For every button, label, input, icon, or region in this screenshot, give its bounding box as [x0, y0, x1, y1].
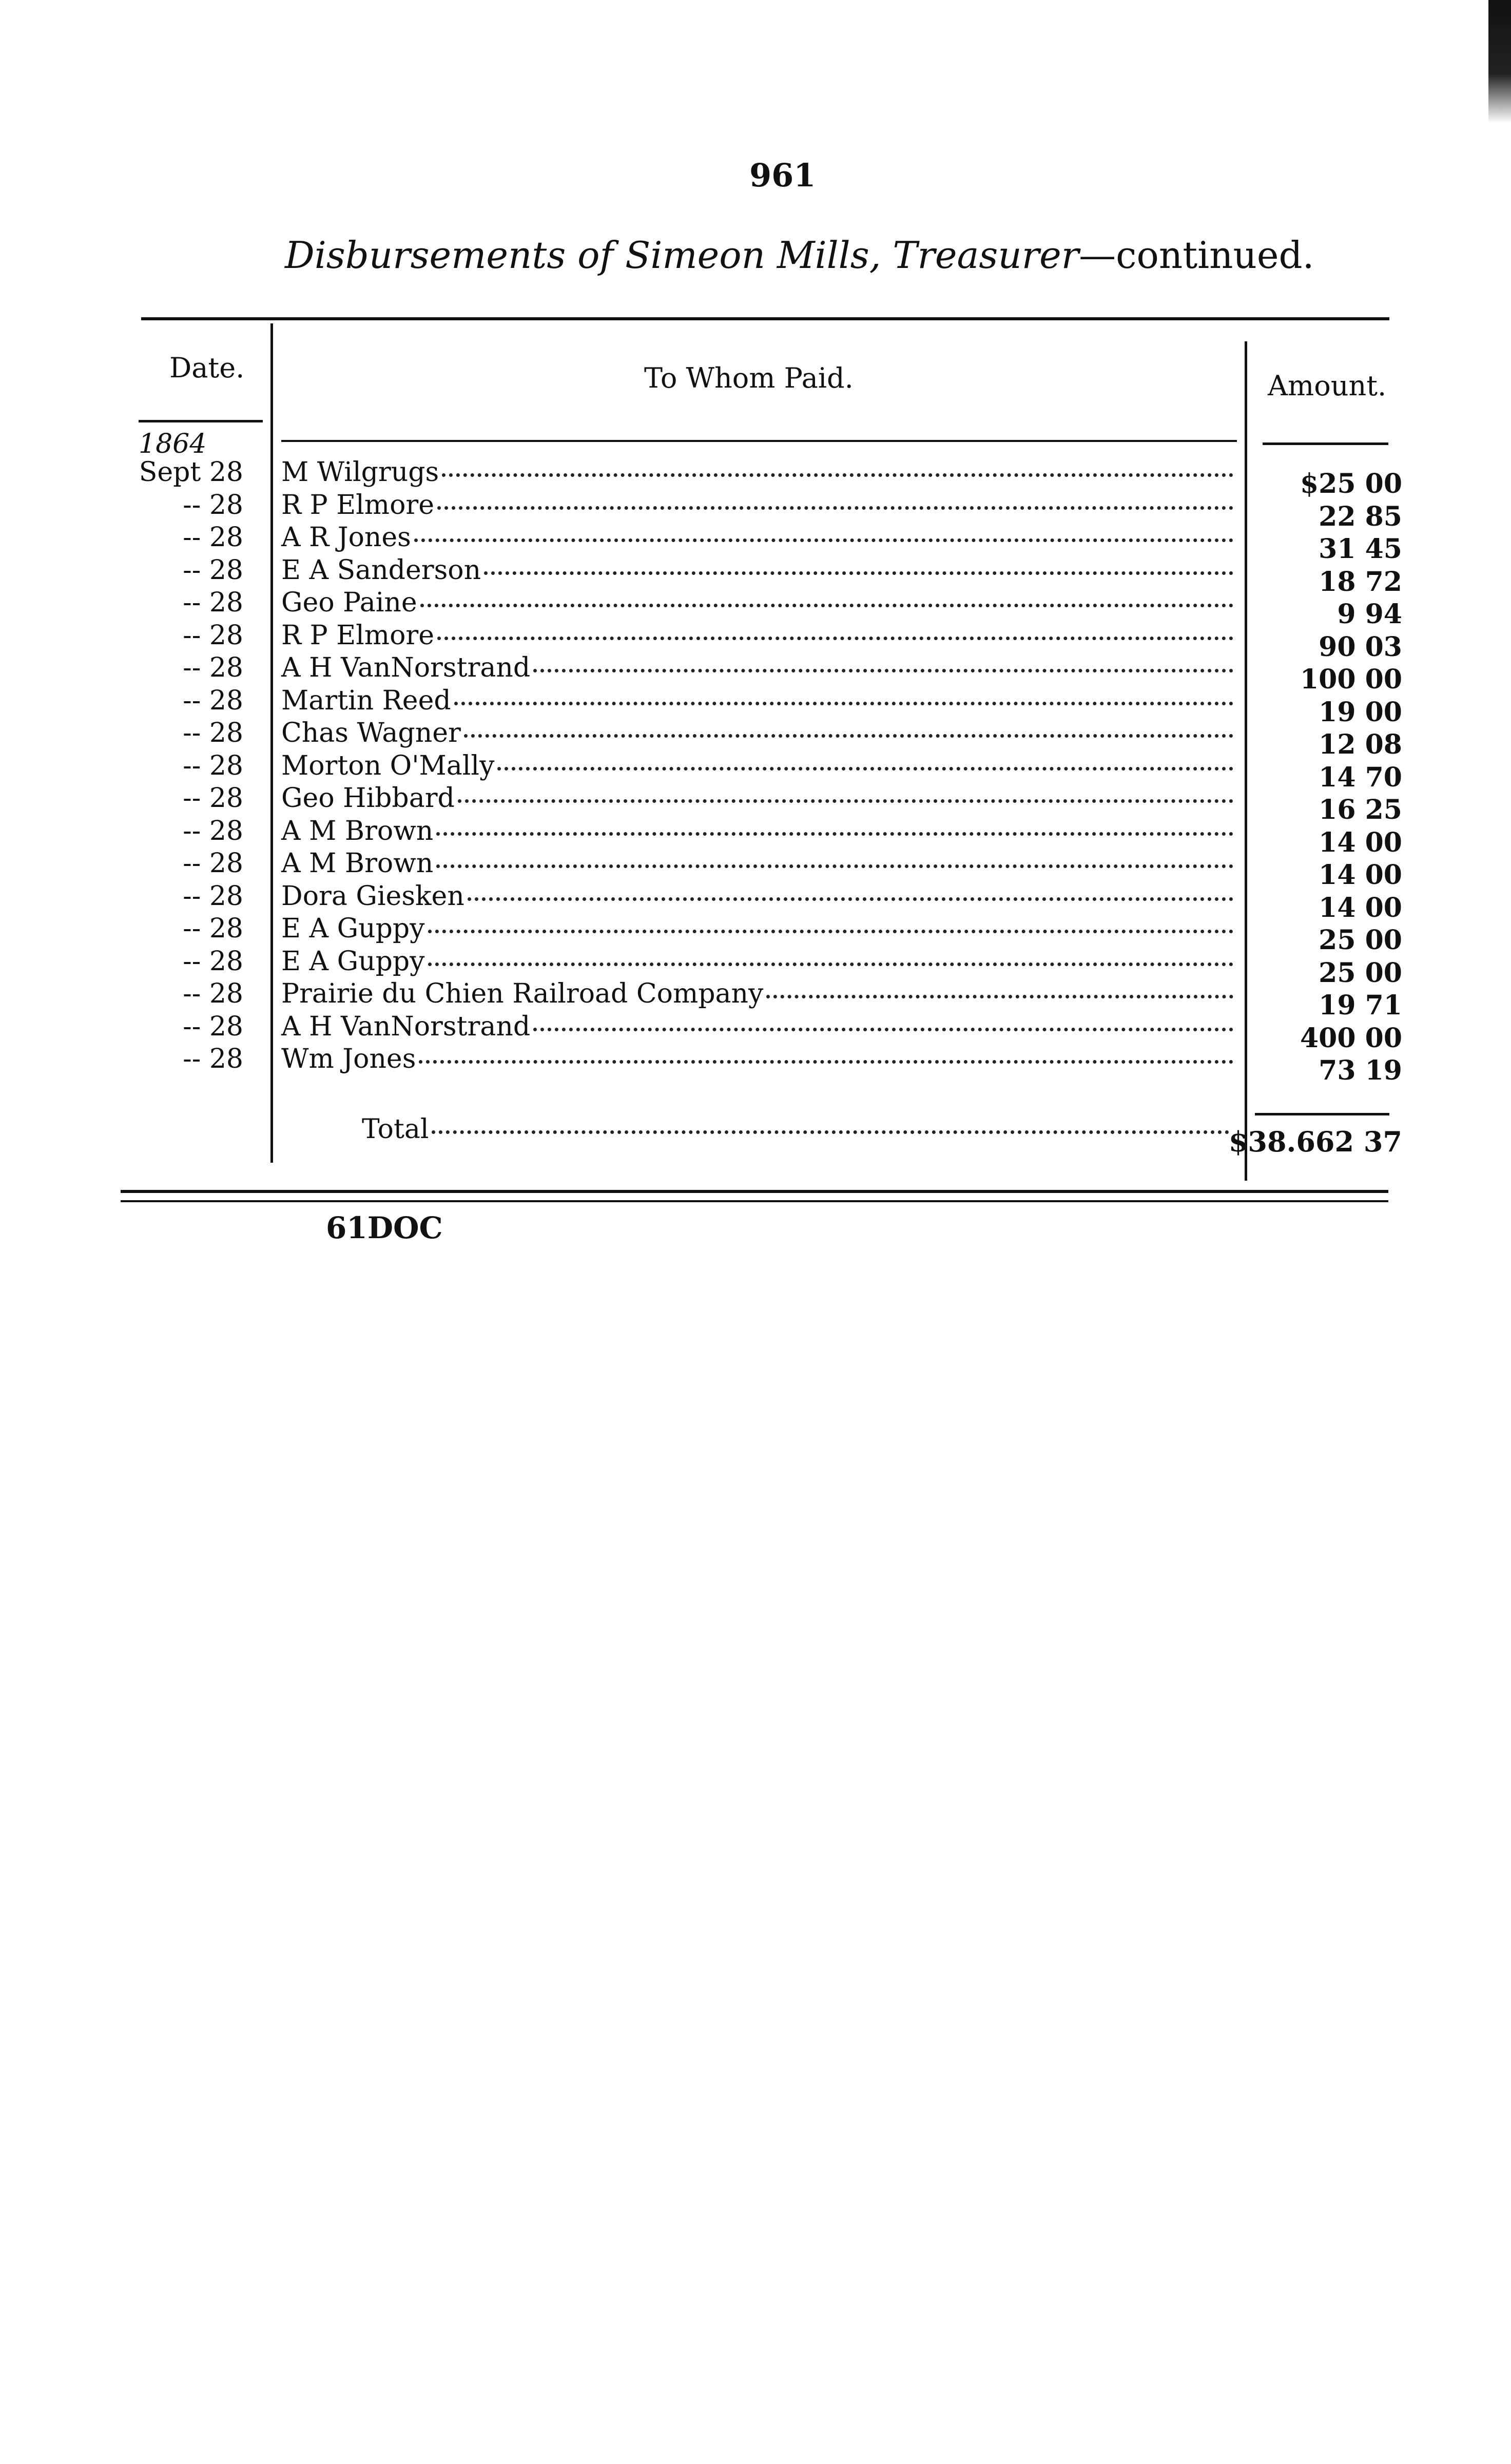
row-payee-cell: [281, 555, 1233, 586]
row-payee: Geo Hibbard: [281, 783, 455, 814]
row-payee: Prairie du Chien Railroad Company: [281, 978, 764, 1009]
table-row: [0, 1011, 1511, 1054]
row-payee: Wm Jones: [281, 1044, 416, 1074]
heading-title: Disbursements of Simeon Mills, Treasurer: [285, 234, 1079, 277]
table-row: [0, 620, 1511, 663]
leader-dots: [468, 897, 1233, 901]
row-payee-cell: [281, 1044, 1233, 1074]
year-label: 1864: [139, 429, 207, 459]
row-amount: 31 45: [1319, 533, 1402, 565]
table-row: [0, 685, 1511, 728]
row-date: -- 28: [183, 620, 243, 651]
row-date: -- 28: [183, 522, 243, 553]
leader-dots: [436, 864, 1233, 868]
table-bottom-rule-upper: [121, 1190, 1388, 1193]
row-payee-cell: [281, 620, 1233, 651]
row-date: -- 28: [183, 554, 243, 586]
row-amount: 14 00: [1319, 892, 1402, 923]
row-amount: 100 00: [1300, 664, 1402, 695]
row-amount: 400 00: [1300, 1022, 1402, 1054]
date-column-header: Date.: [169, 352, 245, 384]
table-row: [0, 880, 1511, 923]
table-row: [0, 1044, 1511, 1086]
row-payee: A M Brown: [281, 848, 434, 879]
row-payee-cell: [281, 685, 1233, 716]
row-amount: 12 08: [1319, 729, 1402, 760]
payee-header-rule: [281, 440, 1237, 442]
leader-dots: [533, 1028, 1233, 1031]
row-date: -- 28: [183, 685, 243, 716]
page-edge-shadow: [1488, 0, 1511, 123]
row-amount: 18 72: [1319, 566, 1402, 598]
row-payee: Morton O'Mally: [281, 750, 495, 781]
row-amount: 19 71: [1319, 990, 1402, 1021]
leader-dots: [420, 604, 1233, 607]
row-payee: E A Guppy: [281, 913, 425, 944]
total-amount: $38.662 37: [1228, 1125, 1402, 1158]
leader-dots: [766, 995, 1233, 998]
row-payee: E A Sanderson: [281, 554, 481, 586]
row-date: -- 28: [183, 587, 243, 618]
leader-dots: [432, 1130, 1229, 1134]
row-payee: Martin Reed: [281, 685, 451, 716]
total-row: [0, 1114, 1511, 1158]
row-date: -- 28: [183, 783, 243, 814]
table-row: [0, 652, 1511, 695]
row-date: -- 28: [183, 1044, 243, 1074]
row-date: -- 28: [183, 913, 243, 944]
amount-column-header: Amount.: [1268, 370, 1387, 402]
row-amount: 16 25: [1319, 794, 1402, 825]
payee-column-header: To Whom Paid.: [644, 362, 854, 394]
row-amount: 25 00: [1319, 957, 1402, 989]
table-row: [0, 522, 1511, 565]
row-payee-cell: [281, 457, 1233, 488]
row-amount: 19 00: [1319, 696, 1402, 728]
row-payee: M Wilgrugs: [281, 457, 439, 488]
row-payee: A H VanNorstrand: [281, 1011, 531, 1042]
table-row: [0, 587, 1511, 630]
row-payee: E A Guppy: [281, 946, 425, 977]
table-row: [0, 815, 1511, 858]
table-row: [0, 718, 1511, 760]
table-row: [0, 457, 1511, 499]
row-payee-cell: [281, 1011, 1233, 1042]
total-label: Total: [362, 1114, 429, 1145]
row-amount: 14 00: [1319, 826, 1402, 858]
leader-dots: [428, 962, 1233, 966]
row-payee-cell: [281, 913, 1233, 944]
amount-header-rule: [1263, 442, 1388, 445]
row-amount: 9 94: [1337, 599, 1402, 630]
row-payee-cell: [281, 522, 1233, 553]
row-payee-cell: [281, 848, 1233, 879]
page-heading: [285, 234, 1314, 277]
row-date: -- 28: [183, 1011, 243, 1042]
leader-dots: [437, 637, 1233, 640]
table-row: [0, 913, 1511, 956]
leader-dots: [454, 702, 1233, 705]
row-date: -- 28: [183, 848, 243, 879]
leader-dots: [458, 799, 1233, 803]
heading-continued: —continued.: [1079, 234, 1314, 277]
row-amount: 90 03: [1319, 631, 1402, 663]
table-bottom-rule-lower: [121, 1200, 1388, 1202]
leader-dots: [484, 571, 1233, 575]
signature-mark: 61DOC: [326, 1210, 443, 1245]
row-payee: Geo Paine: [281, 587, 417, 618]
row-amount: 14 70: [1319, 761, 1402, 793]
table-row: [0, 978, 1511, 1021]
table-row: [0, 750, 1511, 793]
row-payee-cell: [281, 783, 1233, 814]
row-date: -- 28: [183, 652, 243, 683]
total-label-cell: [362, 1114, 1229, 1145]
row-payee: R P Elmore: [281, 620, 435, 651]
row-payee-cell: [281, 490, 1233, 521]
row-payee: R P Elmore: [281, 489, 435, 521]
leader-dots: [533, 669, 1233, 672]
row-payee-cell: [281, 652, 1233, 683]
row-amount: 25 00: [1319, 925, 1402, 956]
leader-dots: [436, 832, 1233, 836]
row-amount: 73 19: [1319, 1055, 1402, 1086]
leader-dots: [464, 734, 1233, 738]
row-amount: 14 00: [1319, 859, 1402, 891]
row-payee-cell: [281, 750, 1233, 781]
table-row: [0, 848, 1511, 891]
leader-dots: [442, 473, 1233, 477]
row-payee-cell: [281, 718, 1233, 748]
row-payee: Dora Giesken: [281, 880, 464, 912]
row-payee-cell: [281, 816, 1233, 846]
leader-dots: [414, 538, 1233, 542]
row-date: -- 28: [183, 718, 243, 748]
row-date: Sept 28: [139, 457, 243, 488]
page-number: 961: [749, 157, 816, 194]
row-date: -- 28: [183, 489, 243, 521]
row-payee: A H VanNorstrand: [281, 652, 531, 683]
leader-dots: [428, 930, 1233, 933]
table-row: [0, 554, 1511, 598]
table-row: [0, 783, 1511, 825]
leader-dots: [497, 767, 1233, 771]
row-amount: $25 00: [1300, 468, 1402, 499]
row-date: -- 28: [183, 880, 243, 912]
year-underline: [139, 420, 263, 422]
leader-dots: [419, 1060, 1233, 1064]
row-payee-cell: [281, 978, 1233, 1009]
leader-dots: [437, 506, 1233, 510]
row-payee: A M Brown: [281, 815, 434, 846]
row-amount: 22 85: [1319, 500, 1402, 532]
table-top-rule: [141, 317, 1389, 320]
row-payee-cell: [281, 946, 1233, 977]
row-payee: Chas Wagner: [281, 718, 461, 748]
row-payee: A R Jones: [281, 522, 411, 553]
row-payee-cell: [281, 881, 1233, 912]
row-date: -- 28: [183, 750, 243, 781]
row-date: -- 28: [183, 946, 243, 977]
row-date: -- 28: [183, 978, 243, 1009]
table-row: [0, 489, 1511, 532]
row-payee-cell: [281, 587, 1233, 618]
row-date: -- 28: [183, 815, 243, 846]
table-row: [0, 946, 1511, 989]
